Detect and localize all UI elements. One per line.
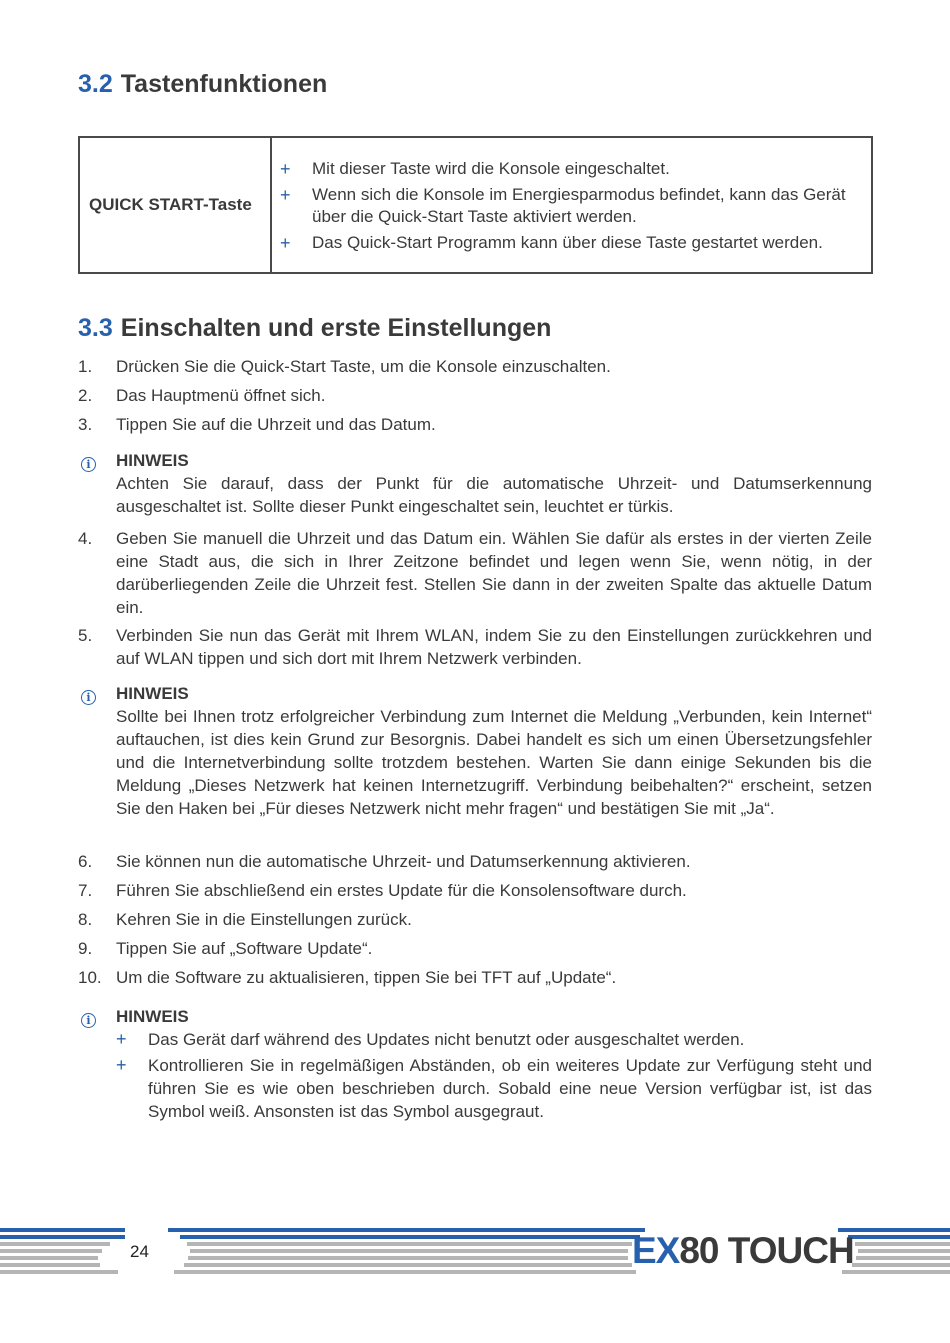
step-number: 5. [78,626,93,645]
step-number: 8. [78,910,93,929]
steps-group-c [78,850,872,989]
bullet-text: Das Gerät darf während des Updates nicht benutzt oder ausgeschaltet werden. [148,1030,745,1049]
step-item [78,937,872,960]
section-heading-3-3 [78,314,551,343]
section-title: Tastenfunktionen [120,70,328,98]
list-item [116,1028,872,1051]
step-text: Geben Sie manuell die Uhrzeit und das Datum ein. Wählen Sie dafür als erstes in der vierten Zeile eine Stadt aus, die sich in Ihrer Zeitzone befindet und legen wenn Sie, wenn nötig, in der darüberliegenden Zeile die Uhrzeit fest. Stellen Sie dann in der zweiten Spalte das aktuelle Datum ein. [116,529,872,617]
key-function-table [78,136,873,274]
bullet-text: Mit dieser Taste wird die Konsole eingeschaltet. [312,159,670,178]
step-text: Verbinden Sie nun das Gerät mit Ihrem WLAN, indem Sie zu den Einstellungen zurückkehren und auf WLAN tippen und sich dort mit Ihrem Netzwerk verbinden. [116,626,872,668]
bullet-text: Wenn sich die Konsole im Energiesparmodus befindet, kann das Gerät über die Quick-Start Taste aktiviert werden. [312,184,846,226]
step-text: Drücken Sie die Quick-Start Taste, um die Konsole einzuschalten. [116,357,611,376]
step-item [78,850,872,873]
plus-icon: + [280,159,291,179]
info-icon: i [81,1013,96,1028]
info-icon: i [81,457,96,472]
step-number: 3. [78,415,93,434]
page-number: 24 [130,1242,149,1261]
list-item [280,158,865,181]
step-number: 6. [78,852,93,871]
brand-prefix: EX [632,1230,680,1271]
step-number: 7. [78,881,93,900]
note-box [78,682,872,820]
step-text: Das Hauptmenü öffnet sich. [116,386,326,405]
footer-left-stripes [0,1228,125,1274]
step-number: 2. [78,386,93,405]
steps-group-b [78,527,872,670]
step-item [78,908,872,931]
section-number: 3.3 [78,314,113,342]
step-text: Tippen Sie auf „Software Update“. [116,939,373,958]
step-item [78,355,872,378]
footer-right-stripes [838,1228,950,1274]
info-icon: i [81,690,96,705]
steps-group-a [78,355,872,436]
note-box [78,449,872,518]
step-item [78,624,872,670]
list-item [280,232,865,255]
plus-icon: + [116,1055,127,1075]
section-heading-3-2 [78,70,327,99]
plus-icon: + [116,1029,127,1049]
step-text: Sie können nun die automatische Uhrzeit- und Datumserkennung aktivieren. [116,852,691,871]
note-box [78,1005,872,1123]
note-title: HINWEIS [116,1007,189,1026]
step-text: Führen Sie abschließend ein erstes Update für die Konsolensoftware durch. [116,881,687,900]
plus-icon: + [280,232,291,253]
list-item [116,1054,872,1123]
step-item [78,966,872,989]
step-item [78,879,872,902]
note-text: Achten Sie darauf, dass der Punkt für die automatische Uhrzeit- und Datumserkennung ausgeschaltet ist. Sollte dieser Punkt eingeschaltet sein, leuchtet er türkis. [116,474,872,516]
step-item [78,527,872,619]
key-description-cell [272,138,871,272]
step-number: 10. [78,968,102,987]
step-text: Kehren Sie in die Einstellungen zurück. [116,910,412,929]
plus-icon: + [280,184,291,205]
note-text: Sollte bei Ihnen trotz erfolgreicher Verbindung zum Internet die Meldung „Verbunden, kein Internet“ auftauchen, ist dies kein Grund zur Besorgnis. Dabei handelt es sich um einen Übersetzungsfehler und die Internetverbindung sollte trotzdem bestehen. Warten Sie dann einige Sekunden bis die Meldung „Dieses Netzwerk hat keinen Internetzugriff. Verbindung beibehalten?“ erscheint, setzen Sie den Haken bei „Für dieses Netzwerk nicht mehr fragen“ und bestätigen Sie mit „Ja“. [116,707,872,818]
note-title: HINWEIS [116,451,189,470]
step-item [78,384,872,407]
brand-logo [632,1230,854,1272]
section-number: 3.2 [78,70,113,98]
step-number: 1. [78,357,93,376]
step-text: Tippen Sie auf die Uhrzeit und das Datum. [116,415,436,434]
step-number: 4. [78,529,93,548]
bullet-text: Kontrollieren Sie in regelmäßigen Abständen, ob ein weiteres Update zur Verfügung steht und führen Sie es wie oben beschrieben durch. Sobald eine neue Version verfügbar ist, ist das Symbol weiß. Ansonsten ist das Symbol ausgegraut. [148,1056,872,1121]
list-item [280,184,865,229]
key-name-cell: QUICK START-Taste [80,138,272,272]
bullet-text: Das Quick-Start Programm kann über diese Taste gestartet werden. [312,232,823,252]
step-text: Um die Software zu aktualisieren, tippen Sie bei TFT auf „Update“. [116,968,617,987]
step-item [78,413,872,436]
section-title: Einschalten und erste Einstellungen [120,314,552,342]
step-number: 9. [78,939,93,958]
brand-suffix: 80 TOUCH [679,1230,854,1271]
note-title: HINWEIS [116,684,189,703]
footer-middle-stripes [168,1228,645,1274]
